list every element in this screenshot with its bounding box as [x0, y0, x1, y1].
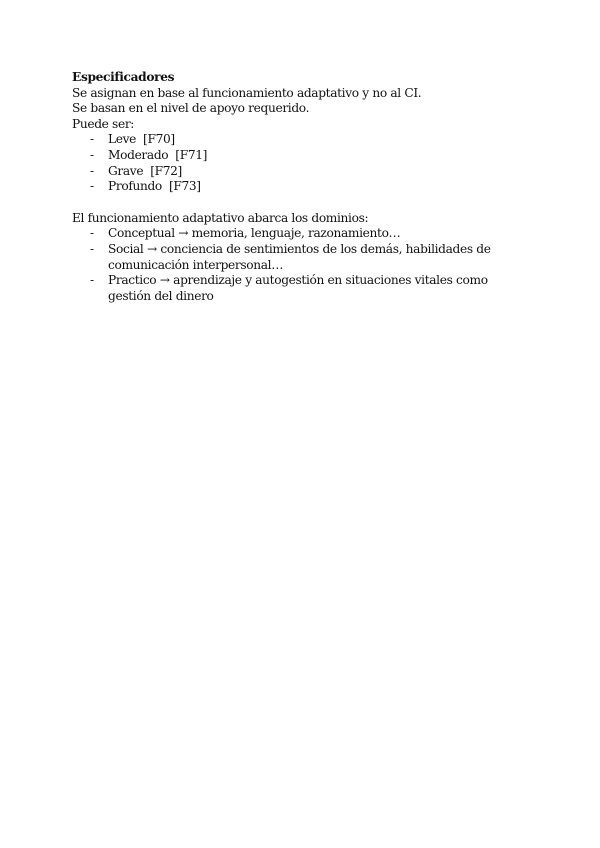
list-item-text: Practico → aprendizaje y autogestión en situaciones vitales como gestión del dinero [108, 273, 488, 303]
list-item [72, 164, 532, 180]
paragraph-line: Se asignan en base al funcionamiento adaptativo y no al CI. [72, 85, 422, 100]
domains-list [72, 226, 532, 304]
dash-bullet: - [90, 163, 94, 178]
list-item [72, 273, 532, 304]
document-page [72, 70, 532, 304]
domains-intro: El funcionamiento adaptativo abarca los dominios: [72, 210, 369, 225]
list-item-text: Conceptual → memoria, lenguaje, razonamiento… [108, 226, 401, 241]
list-item [72, 132, 532, 148]
dash-bullet: - [90, 226, 94, 241]
section-heading: Especificadores [72, 70, 175, 84]
paragraph-line: Se basan en el nivel de apoyo requerido. [72, 101, 310, 116]
paragraph-gap [72, 195, 532, 211]
list-item-text: Grave [F72] [108, 163, 182, 178]
list-item-text: Profundo [F73] [108, 179, 201, 194]
list-item-text: Leve [F70] [108, 132, 175, 147]
dash-bullet: - [90, 273, 94, 288]
levels-list [72, 132, 532, 194]
list-item-text: Moderado [F71] [108, 147, 208, 162]
list-item [72, 179, 532, 195]
paragraph-line: Puede ser: [72, 116, 135, 131]
list-item [72, 148, 532, 164]
dash-bullet: - [90, 132, 94, 147]
dash-bullet: - [90, 179, 94, 194]
dash-bullet: - [90, 241, 94, 256]
dash-bullet: - [90, 147, 94, 162]
list-item [72, 226, 532, 242]
list-item-text: Social → conciencia de sentimientos de los demás, habilidades de comunicación interpersonal… [108, 241, 491, 272]
list-item [72, 242, 532, 273]
